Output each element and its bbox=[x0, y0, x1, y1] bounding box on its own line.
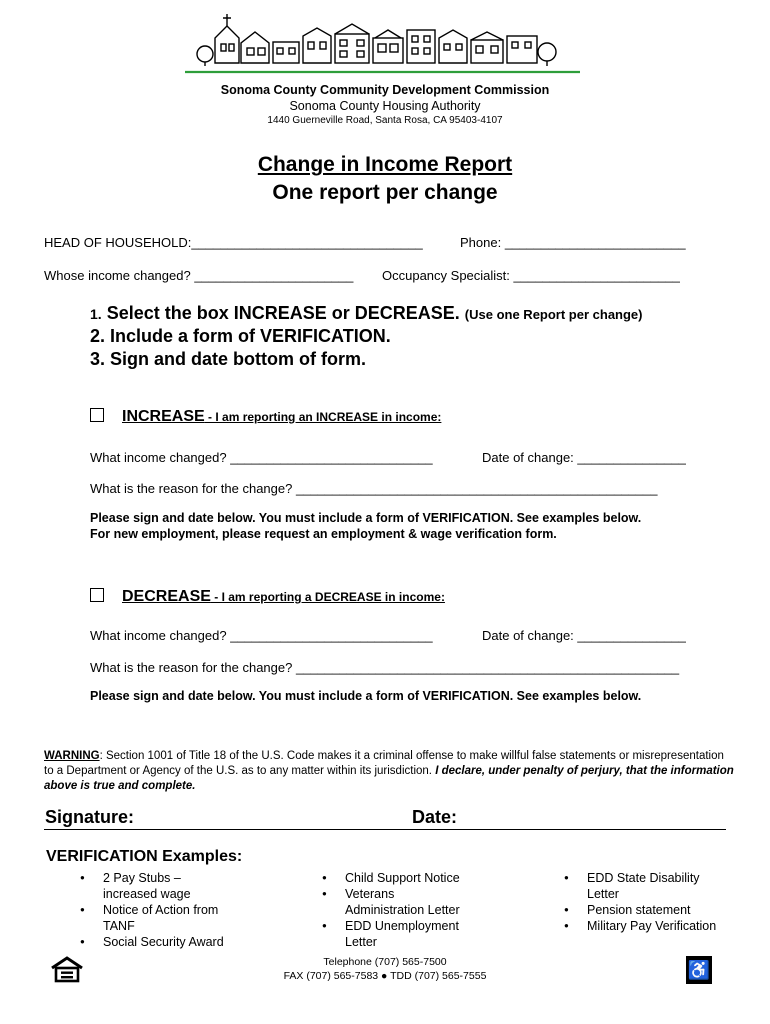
verification-list-2 bbox=[322, 870, 522, 950]
increase-instructions bbox=[90, 510, 641, 542]
report-subtitle: One report per change bbox=[272, 181, 498, 204]
decrease-label: DECREASE bbox=[122, 588, 211, 605]
town-skyline-logo bbox=[185, 8, 580, 78]
decrease-checkbox[interactable] bbox=[90, 588, 104, 602]
increase-instructions-line-2: For new employment, please request an employment & wage verification form. bbox=[90, 527, 557, 541]
step-2: 2. Include a form of VERIFICATION. bbox=[90, 326, 391, 346]
list-item: ● Military Pay Verification bbox=[564, 918, 744, 934]
verification-title: VERIFICATION Examples: bbox=[46, 848, 243, 865]
list-item: ● EDD Unemployment Letter bbox=[322, 918, 475, 950]
telephone: Telephone (707) 565-7500 bbox=[323, 956, 447, 968]
perjury-declaration: I declare, under penalty of perjury, that the information above is true and complete. bbox=[44, 765, 734, 792]
warning-paragraph bbox=[44, 749, 734, 794]
list-item: ● 2 Pay Stubs – increased wage bbox=[80, 870, 213, 902]
step-3: 3. Sign and date bottom of form. bbox=[90, 349, 366, 369]
increase-reason-field[interactable]: What is the reason for the change? __________________________________________________ bbox=[90, 481, 658, 496]
warning-label: WARNING bbox=[44, 750, 100, 762]
increase-date-of-change-field[interactable]: Date of change: _______________ bbox=[482, 450, 686, 465]
head-of-household-field[interactable]: HEAD OF HOUSEHOLD:________________________________ bbox=[44, 235, 423, 250]
increase-instructions-line-1: Please sign and date below. You must include a form of VERIFICATION. See examples below. bbox=[90, 511, 642, 525]
report-title: Change in Income Report bbox=[257, 153, 513, 176]
decrease-instructions: Please sign and date below. You must include a form of VERIFICATION. See examples below. bbox=[90, 689, 642, 703]
step-1 bbox=[90, 303, 643, 324]
whose-income-field[interactable]: Whose income changed? ______________________ bbox=[44, 268, 354, 283]
verification-list-1 bbox=[80, 870, 280, 950]
decrease-section-header bbox=[90, 588, 445, 606]
phone-field[interactable]: Phone: _________________________ bbox=[460, 235, 686, 250]
increase-what-changed-field[interactable]: What income changed? ____________________________ bbox=[90, 450, 433, 465]
step-1-note: (Use one Report per change) bbox=[464, 307, 643, 322]
verification-list-3 bbox=[564, 870, 744, 934]
decrease-what-changed-field[interactable]: What income changed? ____________________________ bbox=[90, 628, 433, 643]
step-1-text: Select the box INCREASE or DECREASE. bbox=[106, 303, 460, 323]
signature-line[interactable] bbox=[44, 829, 726, 830]
decrease-date-of-change-field[interactable]: Date of change: _______________ bbox=[482, 628, 686, 643]
organization-name: Sonoma County Community Development Commission bbox=[220, 83, 550, 97]
increase-label: INCREASE bbox=[122, 408, 205, 425]
increase-description: - I am reporting an INCREASE in income: bbox=[204, 410, 442, 424]
date-label: Date: bbox=[412, 807, 458, 827]
address: 1440 Guerneville Road, Santa Rosa, CA 95403-4107 bbox=[267, 115, 503, 126]
list-item: ● Veterans Administration Letter bbox=[322, 886, 475, 918]
decrease-description: - I am reporting a DECREASE in income: bbox=[210, 590, 445, 604]
wheelchair-icon: ♿ bbox=[686, 956, 712, 984]
warning-text: : Section 1001 of Title 18 of the U.S. Code makes it a criminal offense to make willful false statements or misrepresentation to a Department or Agency of the U.S. as to any matter within its jurisdiction. bbox=[44, 750, 724, 777]
list-item: ● Notice of Action from TANF bbox=[80, 902, 243, 934]
contact-footer bbox=[0, 955, 770, 983]
list-item: ● Social Security Award bbox=[80, 934, 280, 950]
fax-tdd: FAX (707) 565-7583 ● TDD (707) 565-7555 bbox=[283, 970, 487, 982]
increase-section-header bbox=[90, 408, 441, 426]
list-item: ● EDD State Disability Letter bbox=[564, 870, 717, 902]
signature-label: Signature: bbox=[45, 807, 135, 827]
decrease-reason-field[interactable]: What is the reason for the change? _____________________________________________________ bbox=[90, 660, 680, 675]
list-item: ● Child Support Notice bbox=[322, 870, 522, 886]
increase-checkbox[interactable] bbox=[90, 408, 104, 422]
step-1-number: 1. bbox=[90, 306, 102, 322]
housing-authority: Sonoma County Housing Authority bbox=[289, 99, 481, 113]
occupancy-specialist-field[interactable]: Occupancy Specialist: _______________________ bbox=[382, 268, 680, 283]
list-item: ● Pension statement bbox=[564, 902, 744, 918]
